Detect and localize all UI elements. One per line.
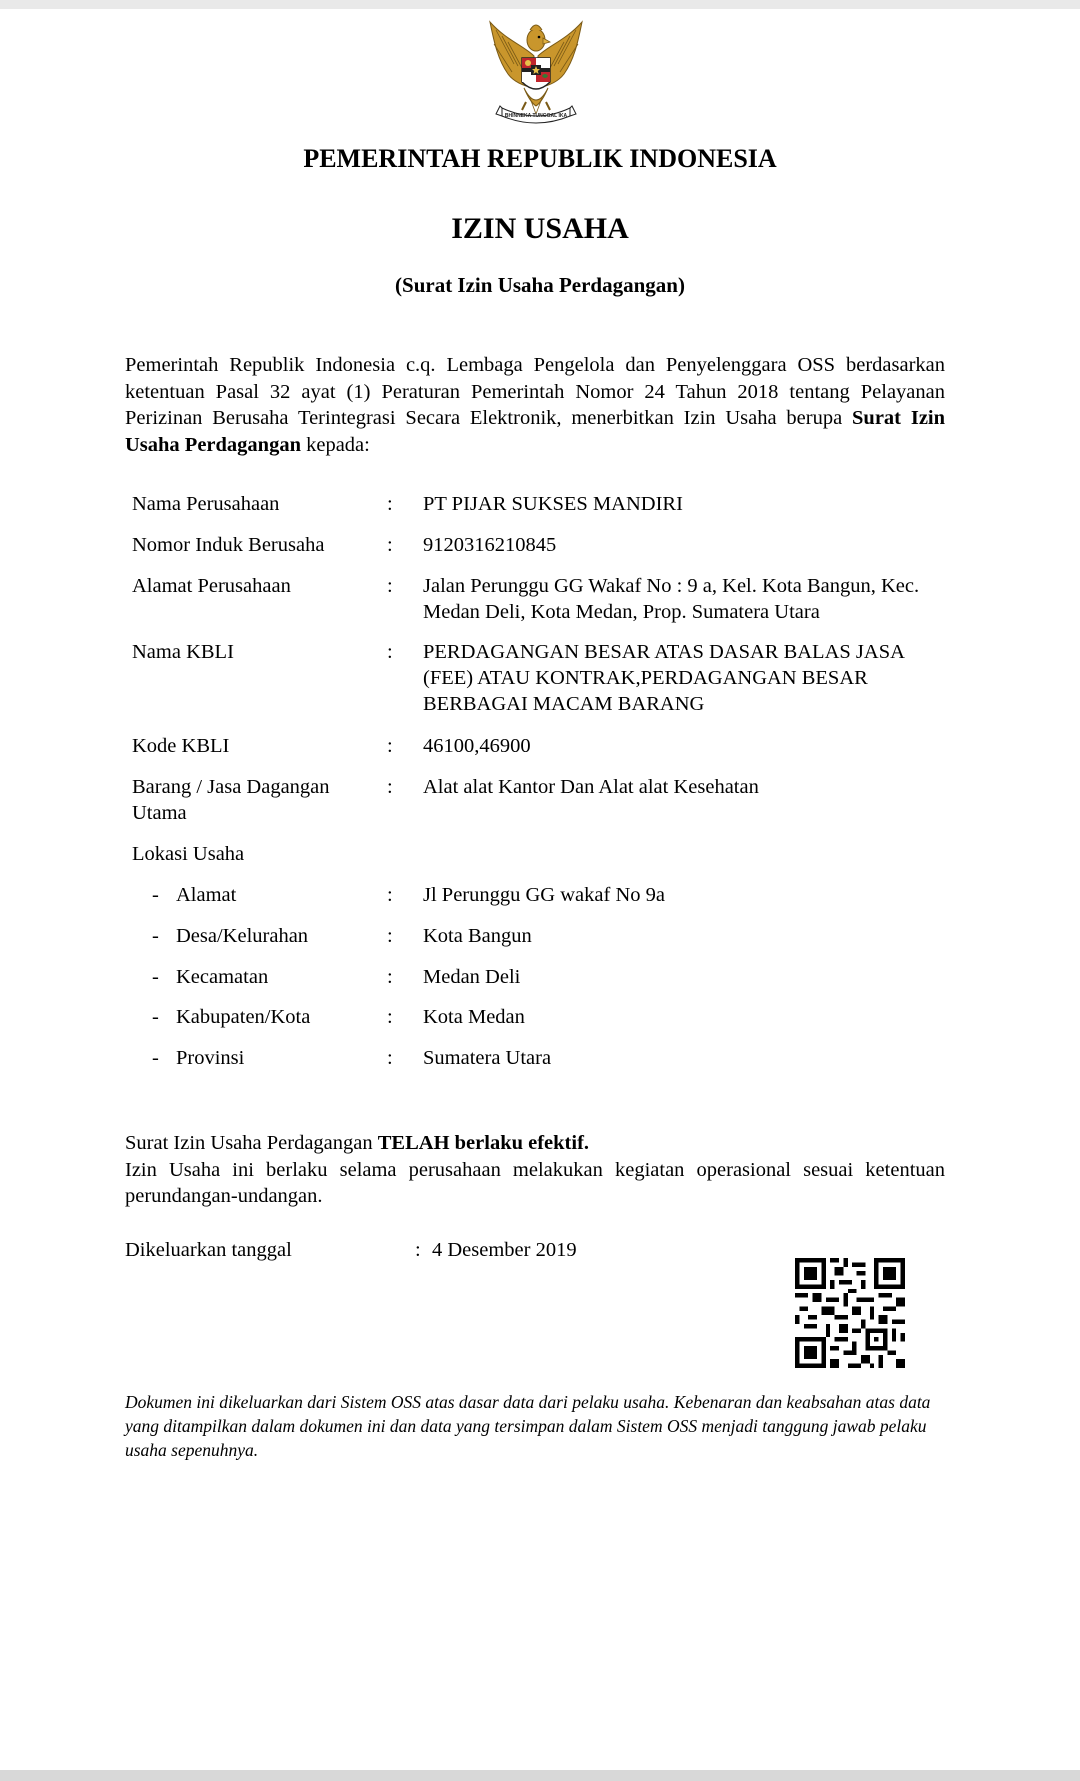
colon: : — [387, 884, 393, 906]
effectiveness-line — [125, 1130, 945, 1157]
list-dash: - — [152, 884, 159, 906]
location-address-label-text: Alamat — [176, 884, 237, 906]
location-address-value: Jl Perunggu GG wakaf No 9a — [423, 884, 665, 906]
intro-paragraph — [125, 352, 945, 458]
colon: : — [387, 925, 393, 947]
colon: : — [387, 534, 393, 556]
kbli-code-label: Kode KBLI — [132, 735, 230, 757]
colon: : — [387, 1006, 393, 1028]
location-village-label-text: Desa/Kelurahan — [176, 925, 309, 947]
nib-value: 9120316210845 — [423, 534, 557, 556]
location-regency-label — [152, 1004, 397, 1030]
colon: : — [387, 641, 393, 663]
colon: : — [387, 493, 393, 515]
top-edge — [0, 0, 1080, 9]
qr-code-icon — [795, 1258, 905, 1368]
intro-text: Pemerintah Republik Indonesia c.q. Lembaga Pengelola dan Penyelenggara OSS berdasarkan ketentuan Pasal 32 ayat (1) Peraturan Pemerintah Nomor 24 Tahun 2018 tentang Pelayanan Perizinan Berusaha Terintegrasi Secara Elektronik, menerbitkan Izin Usaha berupa — [125, 354, 945, 429]
company-address-label: Alamat Perusahaan — [132, 575, 291, 597]
location-village-value: Kota Bangun — [423, 925, 532, 947]
list-dash: - — [152, 1047, 159, 1069]
goods-services-value: Alat alat Kantor Dan Alat alat Kesehatan — [423, 776, 759, 798]
colon: : — [387, 575, 393, 597]
location-regency-label-text: Kabupaten/Kota — [176, 1006, 311, 1028]
list-dash: - — [152, 966, 159, 988]
kbli-name-label: Nama KBLI — [132, 641, 234, 663]
company-address-value: Jalan Perunggu GG Wakaf No : 9 a, Kel. Kota Bangun, Kec. Medan Deli, Kota Medan, Prop. Sumatera Utara — [423, 575, 920, 623]
colon: : — [387, 735, 393, 757]
issued-date-value: 4 Desember 2019 — [432, 1239, 577, 1261]
location-province-value: Sumatera Utara — [423, 1047, 552, 1069]
list-dash: - — [152, 1006, 159, 1028]
company-name-value: PT PIJAR SUKSES MANDIRI — [423, 493, 683, 515]
government-heading: PEMERINTAH REPUBLIK INDONESIA — [303, 144, 777, 173]
effectiveness-status: TELAH berlaku efektif. — [377, 1132, 590, 1154]
location-regency-value: Kota Medan — [423, 1006, 525, 1028]
location-province-label — [152, 1045, 397, 1071]
issued-date-label: Dikeluarkan tanggal — [125, 1239, 292, 1261]
intro-permit-type: Surat Izin Usaha Perdagangan — [125, 407, 946, 456]
document-subtitle: (Surat Izin Usaha Perdagangan) — [395, 273, 685, 297]
location-province-label-text: Provinsi — [176, 1047, 245, 1069]
location-district-value: Medan Deli — [423, 966, 521, 988]
effectiveness-statement — [125, 1130, 945, 1210]
kbli-code-value: 46100,46900 — [423, 735, 531, 757]
kbli-name-value: PERDAGANGAN BESAR ATAS DASAR BALAS JASA (FEE) ATAU KONTRAK,PERDAGANGAN BESAR BERBAGAI MACAM BARANG — [423, 641, 904, 715]
intro-suffix: kepada: — [306, 433, 370, 456]
effectiveness-text: Surat Izin Usaha Perdagangan — [125, 1132, 373, 1154]
validity-text: Izin Usaha ini berlaku selama perusahaan melakukan kegiatan operasional sesuai ketentuan perundangan-undangan. — [125, 1158, 945, 1207]
location-address-label — [152, 882, 397, 908]
location-village-label — [152, 923, 397, 949]
location-district-label — [152, 964, 397, 990]
business-location-label: Lokasi Usaha — [132, 843, 245, 865]
company-name-label: Nama Perusahaan — [132, 493, 280, 515]
list-dash: - — [152, 925, 159, 947]
colon: : — [387, 776, 393, 798]
goods-services-label: Barang / Jasa Dagangan Utama — [132, 776, 330, 824]
colon: : — [387, 966, 393, 988]
garuda-emblem-icon — [484, 16, 588, 128]
bottom-edge — [0, 1770, 1080, 1781]
oss-disclaimer: Dokumen ini dikeluarkan dari Sistem OSS atas dasar data dari pelaku usaha. Kebenaran dan keabsahan atas data yang ditampilkan dalam dokumen ini dan data yang tersimpan dalam Sistem OSS menjadi tanggung jawab pelaku usaha sepenuhnya. — [125, 1392, 931, 1460]
nib-label: Nomor Induk Berusaha — [132, 534, 325, 556]
svg-text:BHINNEKA TUNGGAL IKA: BHINNEKA TUNGGAL IKA — [504, 113, 568, 119]
document-title: IZIN USAHA — [451, 212, 629, 245]
location-district-label-text: Kecamatan — [176, 966, 269, 988]
colon: : — [387, 1047, 393, 1069]
issued-colon: : — [415, 1239, 421, 1261]
